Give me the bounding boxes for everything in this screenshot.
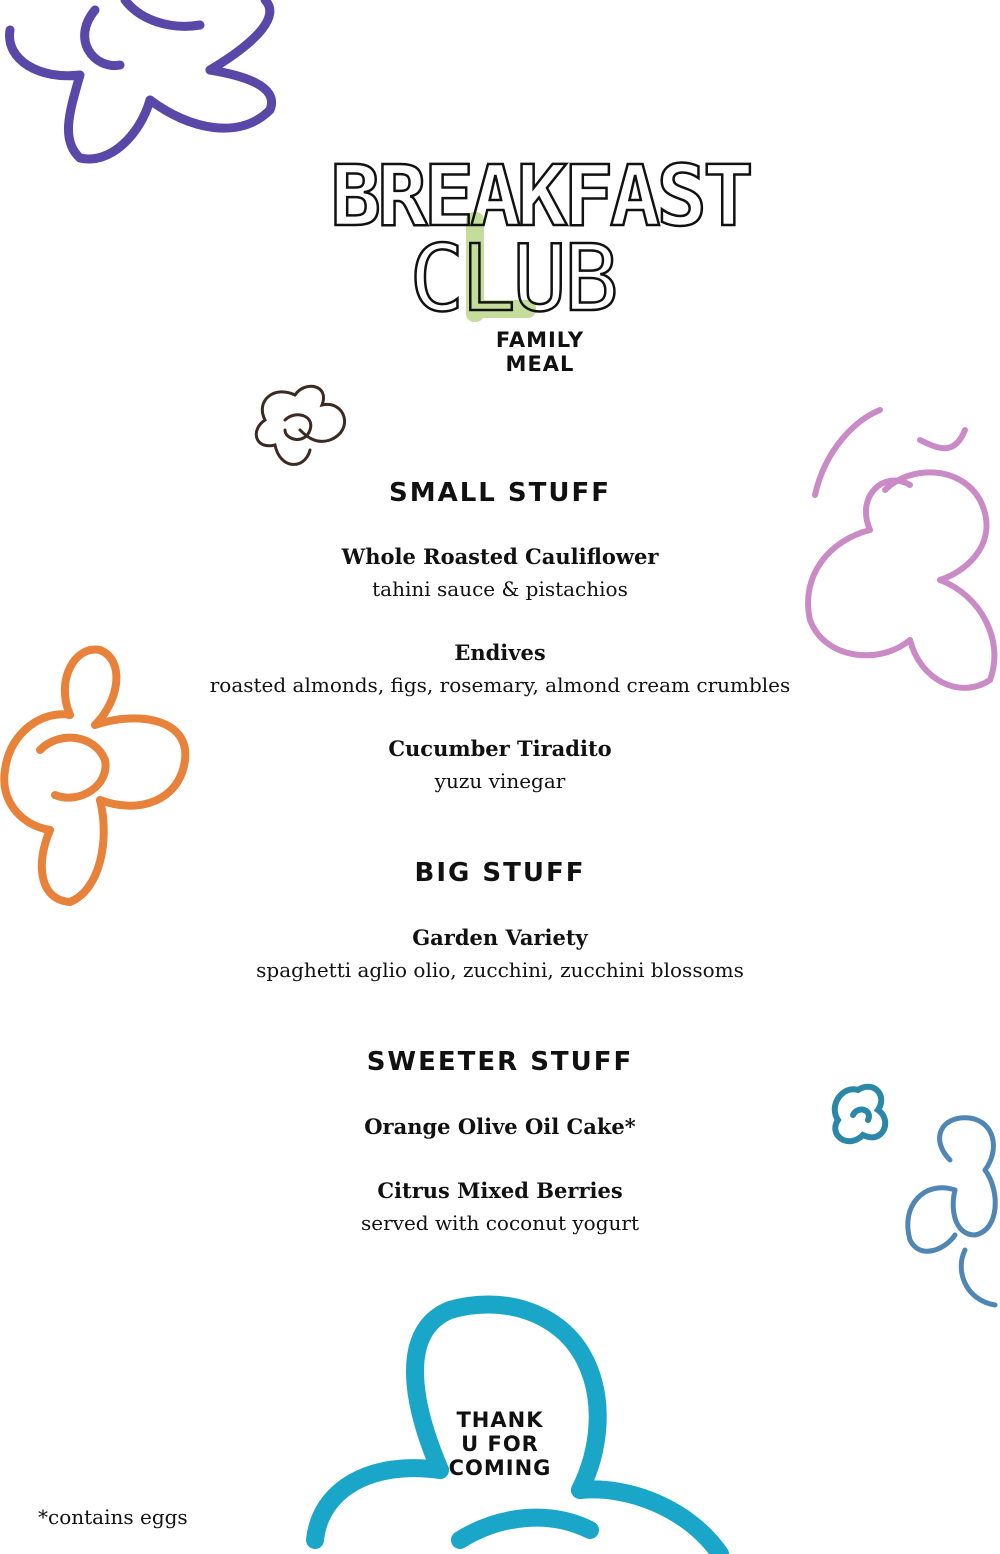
- menu-item: [0, 1111, 1000, 1143]
- menu-item-name: Endives: [454, 640, 546, 665]
- thank-you-line2: U FOR: [461, 1432, 539, 1456]
- menu-item-name: Garden Variety: [412, 925, 588, 950]
- menu-item: [0, 637, 1000, 701]
- menu-item: [0, 541, 1000, 605]
- menu-item-description: tahini sauce & pistachios: [372, 577, 628, 601]
- menu-item-name: Citrus Mixed Berries: [377, 1178, 623, 1203]
- menu-item: [0, 922, 1000, 986]
- thank-you-line3: COMING: [448, 1456, 552, 1480]
- section-heading-sweeter-stuff: SWEETER STUFF: [366, 1047, 634, 1077]
- menu-item-name: Orange Olive Oil Cake*: [364, 1114, 636, 1139]
- logo-subtitle-line1: FAMILY: [495, 328, 585, 352]
- thank-you-message: [430, 1408, 570, 1480]
- menu-item: [0, 1175, 1000, 1239]
- thank-you-line1: THANK: [456, 1408, 544, 1432]
- allergen-footnote: *contains eggs: [38, 1505, 188, 1529]
- logo-title-line1: BREAKFAST: [330, 147, 750, 245]
- logo-title-line2: CLUB: [409, 225, 615, 330]
- menu-item-description: roasted almonds, figs, rosemary, almond cream crumbles: [209, 673, 791, 697]
- section-heading-small-stuff: SMALL STUFF: [388, 478, 611, 508]
- menu-item-name: Cucumber Tiradito: [388, 736, 612, 761]
- menu-item-description: served with coconut yogurt: [360, 1211, 639, 1235]
- logo-subtitle-line2: MEAL: [505, 352, 575, 376]
- menu-item: [0, 733, 1000, 797]
- section-heading-big-stuff: BIG STUFF: [414, 858, 586, 888]
- menu-item-description: yuzu vinegar: [434, 769, 566, 793]
- menu-item-description: spaghetti aglio olio, zucchini, zucchini blossoms: [256, 958, 744, 982]
- menu-item-name: Whole Roasted Cauliflower: [341, 544, 659, 569]
